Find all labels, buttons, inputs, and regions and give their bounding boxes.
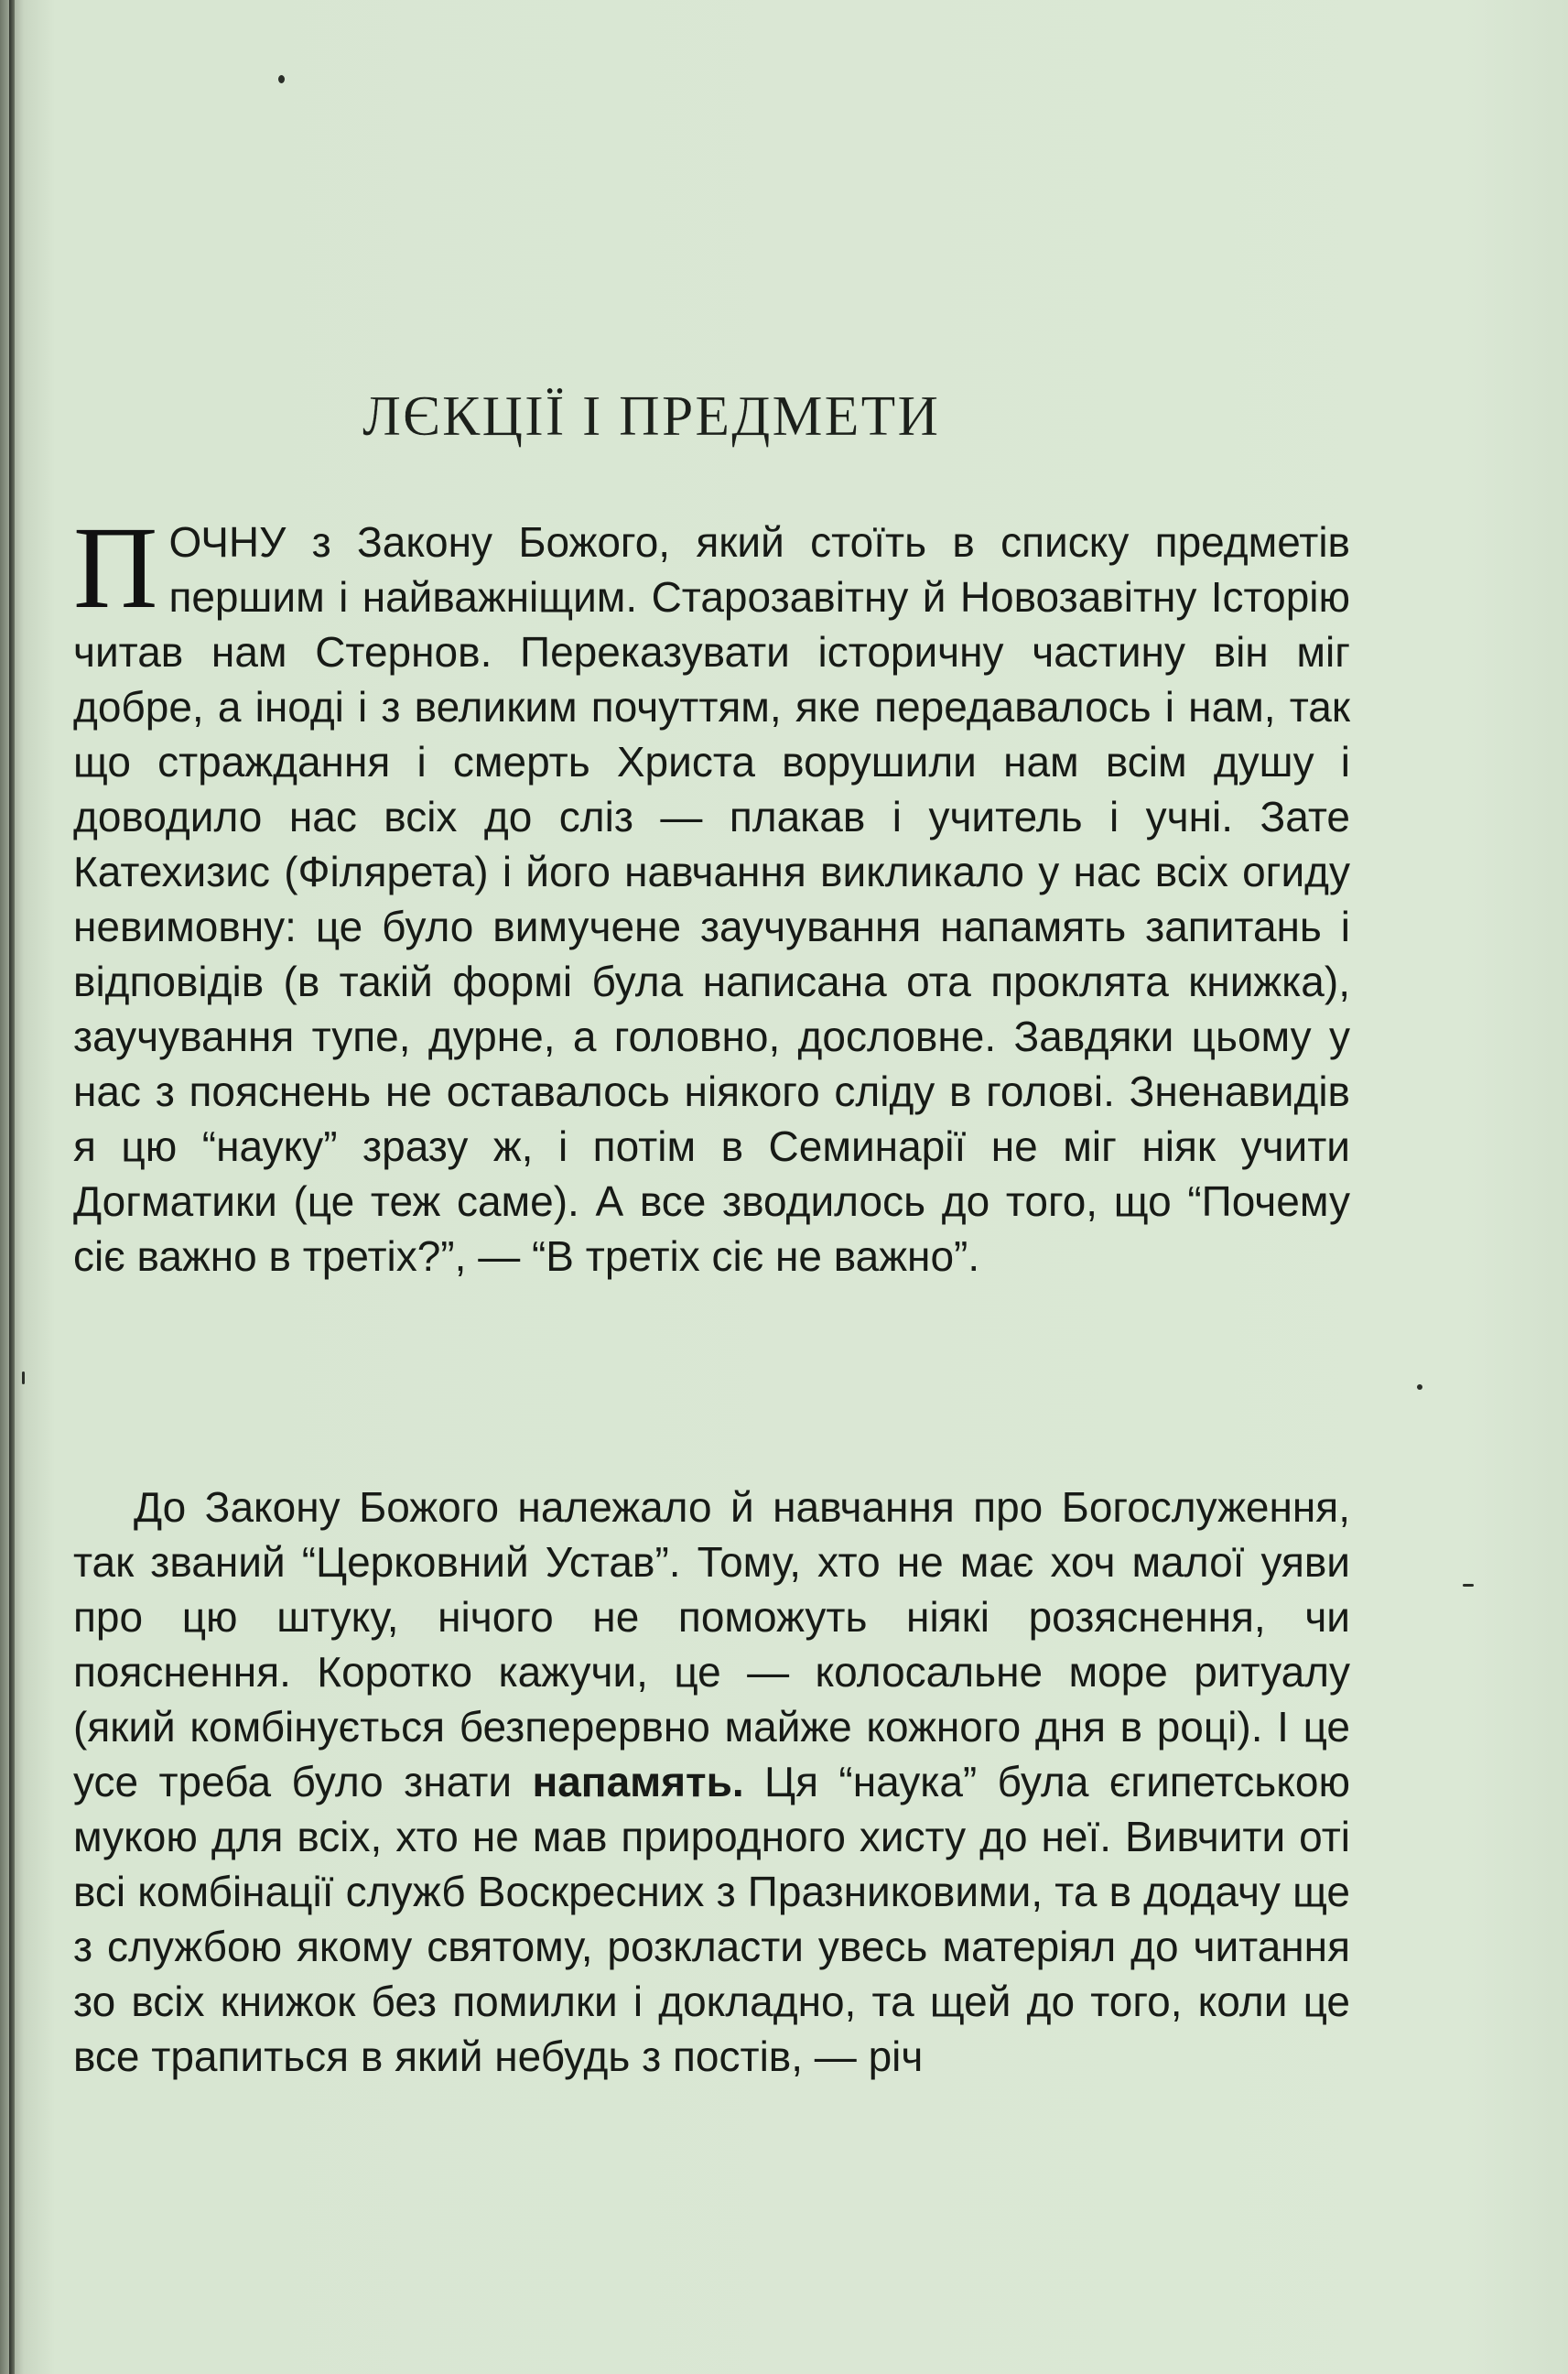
paragraph-1-text: ОЧНУ з Закону Божого, який стоїть в списку предметів першим і найважніщим. Старозавітну й Новозавітну Історію читав нам Стернов. Переказувати історичну частину він міг добре, а іноді і з великим почуттям, яке передавалось і нам, так що страждання і смерть Христа ворушили нам всім душу і доводило нас всіх до сліз — плакав і учитель і учні. Зате Катехизис (Філярета) і його навчання викликало у нас всіх огиду невимовну: це було вимучене заучування напамять запитань і відповідів (в такій формі була написана ота проклята книжка), заучування тупе, дурне, а головно, дословне. Завдяки цьому у нас з пояснень не оставалось ніякого сліду в голові. Зненавидів я цю “науку” зразу ж, і потім в Семинарії не міг ніяк учити Догматики (це теж саме). А все зводилось до того, що “Почему сіє важно в третіх?”, — “В третіх сіє не важно”. xyxy=(73,518,1350,1280)
emphasized-word: напамять. xyxy=(532,1758,744,1805)
drop-cap: П xyxy=(73,503,158,633)
paragraph-1 xyxy=(73,503,1350,1284)
paragraph-2-text-end: Ця “наука” була єгипетською мукою для всіх, хто не мав природного хисту до неї. Вивчити оті всі комбінації служб Воскресних з Празниковими, та в додачу ще з службою якому святому, розкласти увесь матеріял до читання зо всіх книжок без помилки і докладно, та щей до того, коли це все трапиться в який небудь з постів, — річ xyxy=(73,1758,1350,2080)
paragraph-2 xyxy=(73,1480,1350,2084)
paragraph-2-text-start: До Закону Божого належало й навчання про Богослуження, так званий “Церковний Устав”. Тому, хто не має хоч малої уяви про цю штуку, нічого не поможуть ніякі розяснення, чи пояснення. Коротко кажучи, це — колосальне море ритуалу (який комбінується безперервно майже кожного дня в році). І це усе треба було знати xyxy=(73,1483,1350,1805)
ink-speck xyxy=(1417,1384,1422,1390)
chapter-title: ЛЄКЦІЇ І ПРЕДМЕТИ xyxy=(362,385,941,448)
ink-speck xyxy=(278,75,285,83)
ink-speck xyxy=(22,1371,25,1384)
book-gutter xyxy=(9,0,15,2374)
ink-speck xyxy=(1463,1584,1474,1587)
